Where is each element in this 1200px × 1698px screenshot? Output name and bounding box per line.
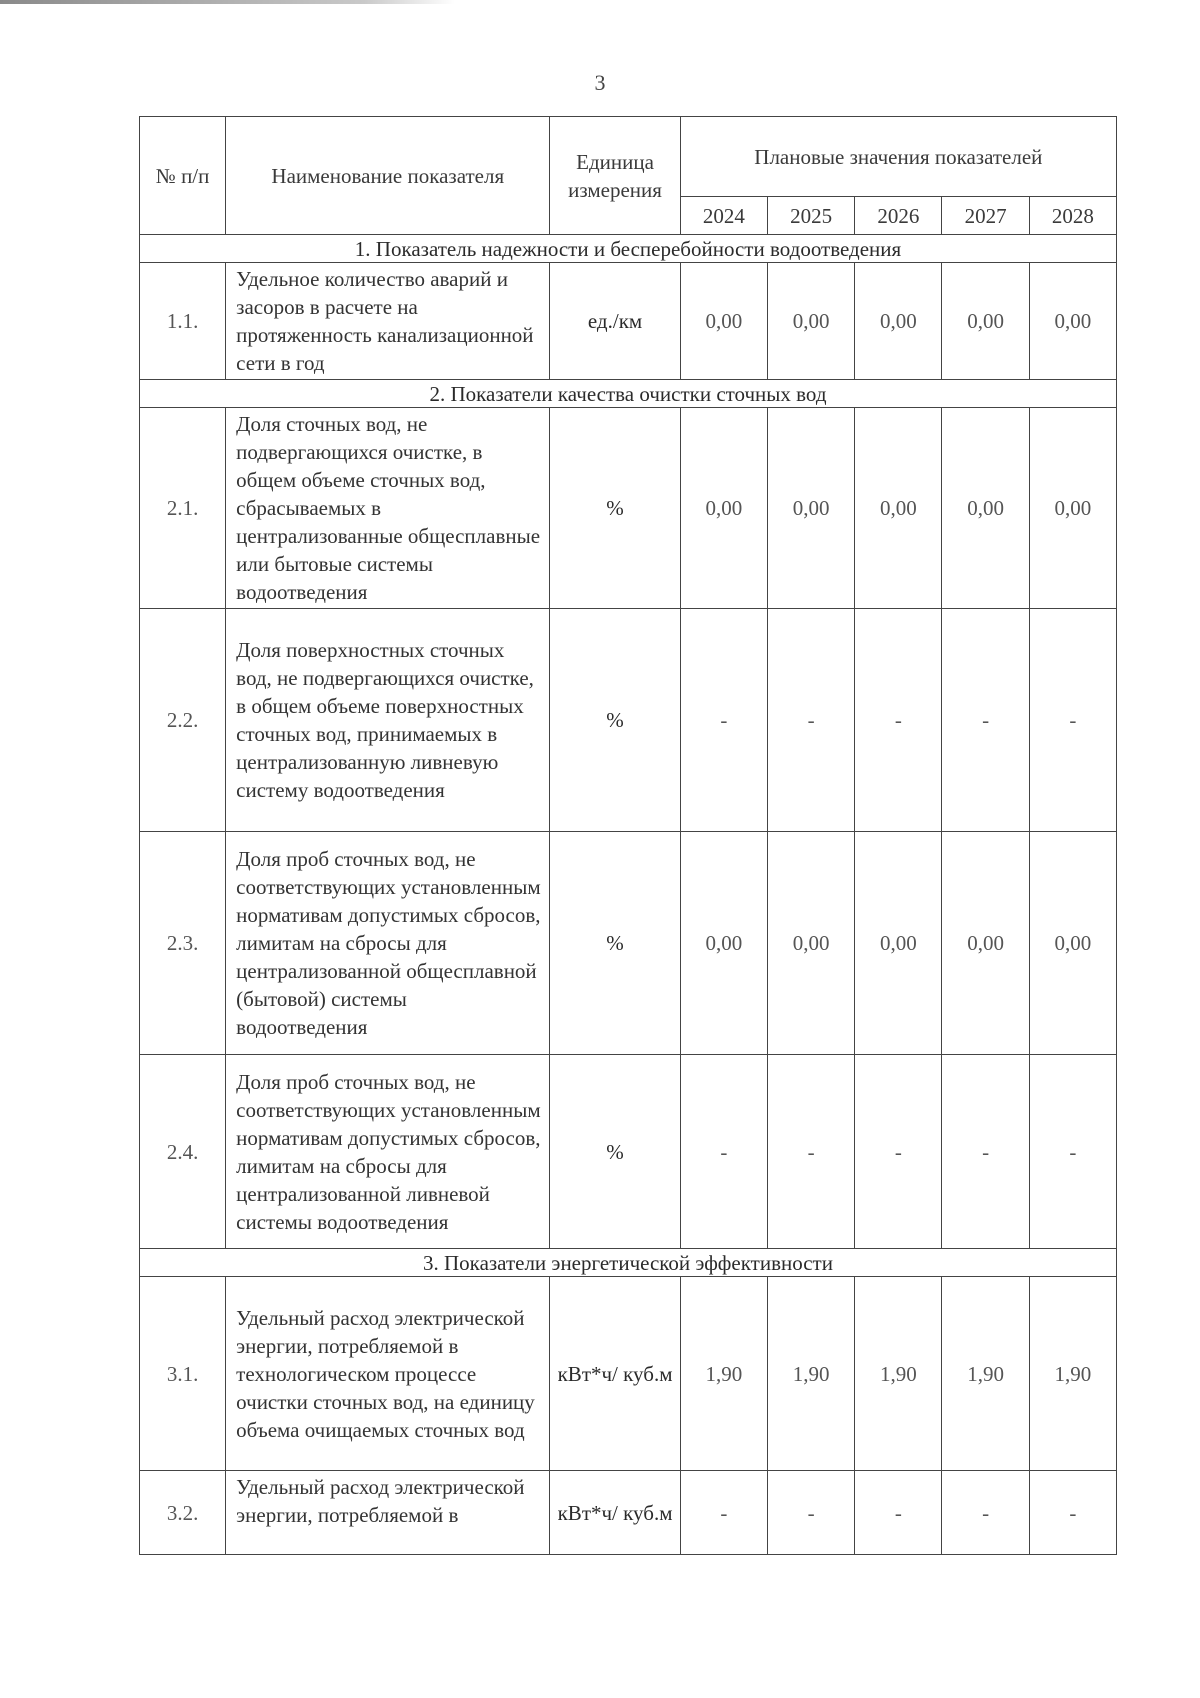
row-unit: % xyxy=(550,408,680,609)
row-value: 0,00 xyxy=(680,263,767,380)
section-header xyxy=(140,1249,1117,1277)
row-value: 0,00 xyxy=(1029,263,1116,380)
header-unit: Единица измерения xyxy=(550,117,680,235)
row-unit: кВт*ч/ куб.м xyxy=(550,1277,680,1471)
row-value: 0,00 xyxy=(680,408,767,609)
row-num: 2.3. xyxy=(140,832,226,1055)
row-num: 1.1. xyxy=(140,263,226,380)
row-value: - xyxy=(680,609,767,832)
row-name: Удельный расход электрической энергии, потребляемой в технологическом процессе очистки сточных вод, на единицу объема очищаемых сточных вод xyxy=(226,1277,550,1471)
page-number: 3 xyxy=(594,70,606,95)
section-title: 3. Показатели энергетической эффективности xyxy=(140,1249,1117,1277)
row-value: - xyxy=(1029,1055,1116,1249)
row-value: 0,00 xyxy=(1029,832,1116,1055)
row-value: - xyxy=(680,1471,767,1555)
table-row xyxy=(140,1277,1117,1471)
row-value: - xyxy=(855,609,942,832)
table-row xyxy=(140,263,1117,380)
row-value: - xyxy=(855,1471,942,1555)
table-row xyxy=(140,832,1117,1055)
row-value: 0,00 xyxy=(767,263,854,380)
row-value: 1,90 xyxy=(680,1277,767,1471)
row-value: 1,90 xyxy=(1029,1277,1116,1471)
section-title: 2. Показатели качества очистки сточных вод xyxy=(140,380,1117,408)
row-value: 0,00 xyxy=(942,263,1029,380)
header-planned: Плановые значения показателей xyxy=(680,117,1116,197)
row-value: 1,90 xyxy=(942,1277,1029,1471)
row-unit: кВт*ч/ куб.м xyxy=(550,1471,680,1555)
row-name: Удельное количество аварий и засоров в расчете на протяженность канализационной сети в год xyxy=(226,263,550,380)
row-unit: % xyxy=(550,609,680,832)
row-unit: % xyxy=(550,832,680,1055)
row-value: 0,00 xyxy=(767,408,854,609)
header-year: 2027 xyxy=(942,197,1029,235)
header-name: Наименование показателя xyxy=(226,117,550,235)
row-name: Доля проб сточных вод, не соответствующих установленным нормативам допустимых сбросов, лимитам на сбросы для централизованной общесплавной (бытовой) системы водоотведения xyxy=(226,832,550,1055)
section-title: 1. Показатель надежности и бесперебойности водоотведения xyxy=(140,235,1117,263)
row-value: - xyxy=(942,1471,1029,1555)
header-year: 2026 xyxy=(855,197,942,235)
scan-edge xyxy=(0,0,455,4)
header-num: № п/п xyxy=(140,117,226,235)
row-value: - xyxy=(767,1471,854,1555)
row-name: Доля поверхностных сточных вод, не подвергающихся очистке, в общем объеме поверхностных сточных вод, принимаемых в централизованную ливневую систему водоотведения xyxy=(226,609,550,832)
row-value: - xyxy=(1029,609,1116,832)
row-value: 0,00 xyxy=(1029,408,1116,609)
row-value: 0,00 xyxy=(942,832,1029,1055)
row-value: 0,00 xyxy=(942,408,1029,609)
row-num: 2.4. xyxy=(140,1055,226,1249)
row-value: 0,00 xyxy=(767,832,854,1055)
row-value: 0,00 xyxy=(855,263,942,380)
row-value: 0,00 xyxy=(855,832,942,1055)
row-value: - xyxy=(1029,1471,1116,1555)
row-value: 1,90 xyxy=(767,1277,854,1471)
row-num: 2.1. xyxy=(140,408,226,609)
table-row xyxy=(140,1055,1117,1249)
row-value: - xyxy=(767,609,854,832)
table-row xyxy=(140,408,1117,609)
row-unit: ед./км xyxy=(550,263,680,380)
row-value: 0,00 xyxy=(855,408,942,609)
row-name: Доля проб сточных вод, не соответствующих установленным нормативам допустимых сбросов, лимитам на сбросы для централизованной ливневой системы водоотведения xyxy=(226,1055,550,1249)
row-value: - xyxy=(942,609,1029,832)
row-name: Доля сточных вод, не подвергающихся очистке, в общем объеме сточных вод, сбрасываемых в централизованные общесплавные или бытовые системы водоотведения xyxy=(226,408,550,609)
header-year: 2028 xyxy=(1029,197,1116,235)
row-value: - xyxy=(942,1055,1029,1249)
header-year: 2024 xyxy=(680,197,767,235)
indicators-table xyxy=(139,116,1117,1555)
table-row xyxy=(140,1471,1117,1555)
row-num: 2.2. xyxy=(140,609,226,832)
section-header xyxy=(140,380,1117,408)
header-year: 2025 xyxy=(767,197,854,235)
section-header xyxy=(140,235,1117,263)
row-value: 1,90 xyxy=(855,1277,942,1471)
table-row xyxy=(140,609,1117,832)
row-num: 3.1. xyxy=(140,1277,226,1471)
row-value: - xyxy=(767,1055,854,1249)
row-unit: % xyxy=(550,1055,680,1249)
header-row-1 xyxy=(140,117,1117,197)
row-name: Удельный расход электрической энергии, потребляемой в xyxy=(226,1471,550,1555)
row-value: - xyxy=(680,1055,767,1249)
row-value: 0,00 xyxy=(680,832,767,1055)
row-num: 3.2. xyxy=(140,1471,226,1555)
row-value: - xyxy=(855,1055,942,1249)
